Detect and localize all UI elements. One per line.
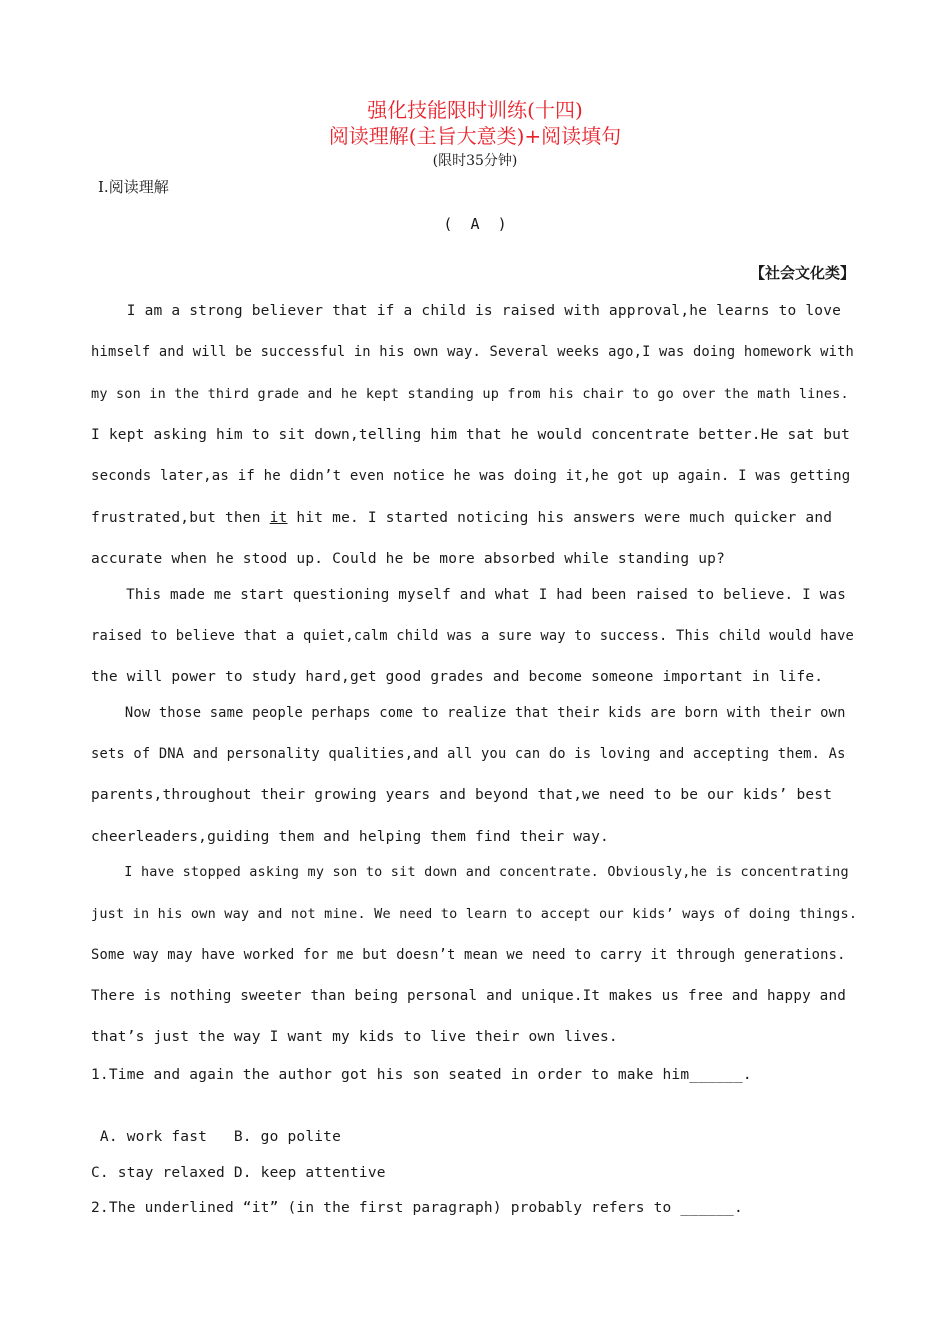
passage-category: 【社会文化类】 (749, 264, 855, 282)
question-1-options-cd: C. stay relaxed D. keep attentive (91, 1165, 386, 1181)
passage-line: I am a strong believer that if a child is raised with approval,he learns to love (91, 303, 842, 319)
question-1: 1.Time and again the author got his son seated in order to make him______. (91, 1067, 752, 1083)
page-subtitle: 阅读理解(主旨大意类)+阅读填句 (328, 124, 622, 148)
passage-line: that’s just the way I want my kids to live their own lives. (91, 1029, 618, 1045)
passage-line: my son in the third grade and he kept standing up from his chair to go over the math lines. (91, 386, 849, 402)
question-2: 2.The underlined “it” (in the first paragraph) probably refers to ______. (91, 1200, 743, 1216)
passage-line: parents,throughout their growing years and beyond that,we need to be our kids’ best (91, 787, 833, 803)
passage-line: seconds later,as if he didn’t even notice he was doing it,he got up again. I was getting (91, 468, 851, 484)
passage-line: cheerleaders,guiding them and helping them find their way. (91, 829, 609, 845)
section-heading: Ⅰ.阅读理解 (98, 178, 169, 196)
page-title: 强化技能限时训练(十四) (367, 98, 583, 122)
passage-line: accurate when he stood up. Could he be more absorbed while standing up? (91, 551, 726, 567)
time-limit: (限时35分钟) (432, 153, 518, 169)
passage-line: Now those same people perhaps come to realize that their kids are born with their own (91, 705, 846, 721)
passage-line: There is nothing sweeter than being personal and unique.It makes us free and happy and (91, 988, 847, 1004)
passage-line: I kept asking him to sit down,telling him that he would concentrate better.He sat but (91, 427, 851, 443)
question-1-options-ab: A. work fast B. go polite (91, 1129, 342, 1145)
passage-line: himself and will be successful in his own way. Several weeks ago,I was doing homework with (91, 344, 855, 360)
passage-line: raised to believe that a quiet,calm child was a sure way to success. This child would have (91, 628, 855, 644)
passage-line: Some way may have worked for me but doesn’t mean we need to carry it through generations. (91, 947, 846, 963)
passage-line: just in his own way and not mine. We need to learn to accept our kids’ ways of doing things. (91, 906, 858, 922)
passage-line: the will power to study hard,get good grades and become someone important in life. (91, 669, 824, 685)
passage-text: frustrated,but then (91, 510, 270, 526)
passage-line: This made me start questioning myself and what I had been raised to believe. I was (91, 587, 847, 603)
passage-text: hit me. I started noticing his answers were much quicker and (287, 510, 833, 526)
underlined-word: it (269, 510, 288, 526)
passage-line: sets of DNA and personality qualities,and all you can do is loving and accepting them. As (91, 746, 846, 762)
passage-label: ( A ) (443, 215, 507, 233)
passage-line (91, 508, 832, 528)
passage-line: I have stopped asking my son to sit down and concentrate. Obviously,he is concentrating (91, 864, 849, 880)
